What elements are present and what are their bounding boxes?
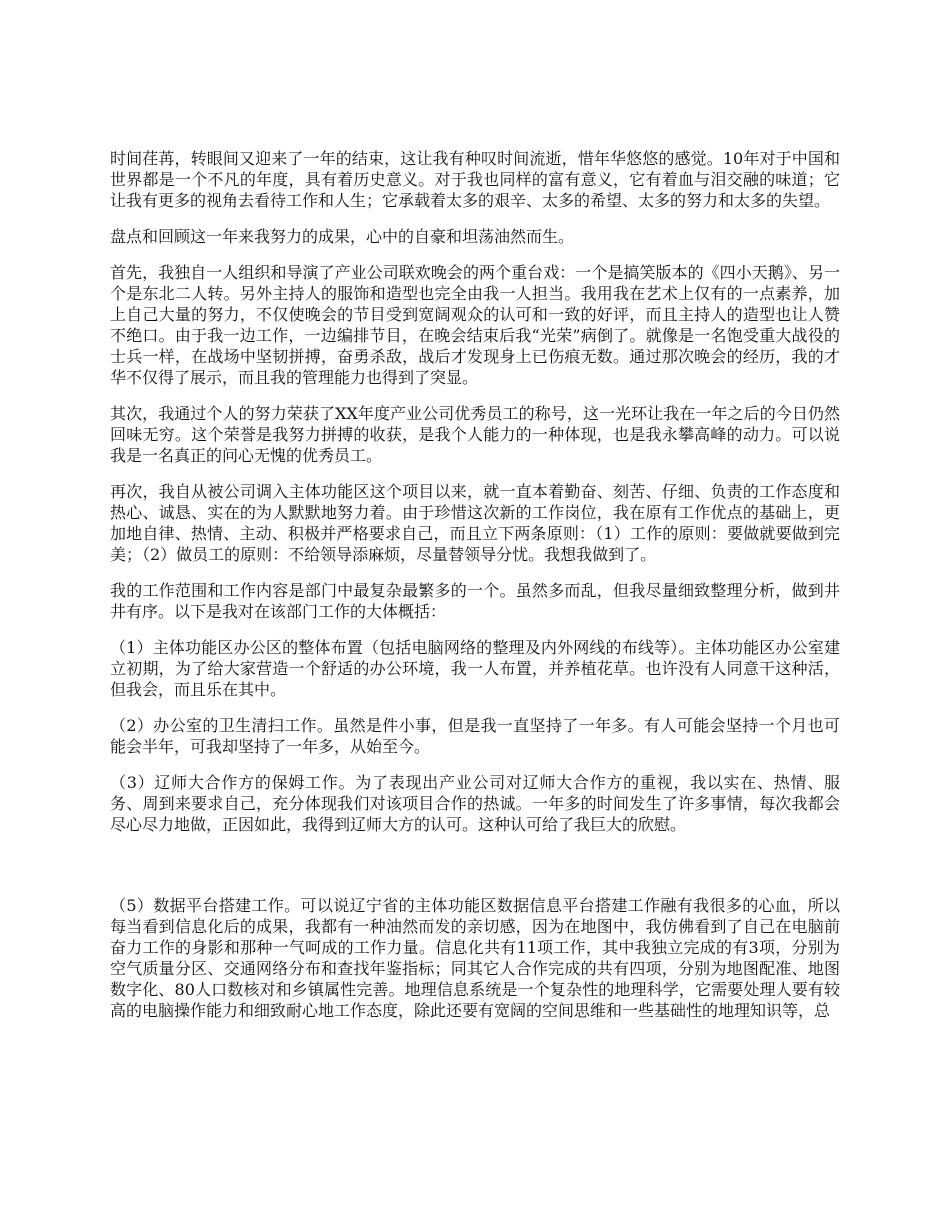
paragraph-review: 盘点和回顾这一年来我努力的成果，心中的自豪和坦荡油然而生。: [110, 227, 575, 246]
document-body: [110, 148, 840, 1036]
paragraph-third: 再次，我自从被公司调入主体功能区这个项目以来，就一直本着勤奋、刻苦、仔细、负责的工作态度和热心、诚恳、实在的为人默默地努力着。由于珍惜这次新的工作岗位，我在原有工作优点的基础上，更加地自律、热情、主动、积极并严格要求自己，而且立下两条原则：（1）工作的原则：要做就要做到完美；（2）做员工的原则：不给领导添麻烦，尽量替领导分忧。我想我做到了。: [110, 482, 840, 564]
paragraph-first: 首先，我独自一人组织和导演了产业公司联欢晚会的两个重台戏：一个是搞笑版本的《四小天鹅》、另一个是东北二人转。另外主持人的服饰和造型也完全由我一人担当。我用我在艺术上仅有的一点素养，加上自己大量的努力，不仅使晚会的节目受到宽阔观众的认可和一致的好评，而且主持人的造型也让人赞不绝口。由于我一边工作，一边编排节目，在晚会结束后我“光荣”病倒了。就像是一名饱受重大战役的士兵一样，在战场中坚韧拼搏，奋勇杀敌，战后才发现身上已伤痕无数。通过那次晚会的经历，我的才华不仅得了展示，而且我的管理能力也得到了突显。: [110, 263, 840, 387]
paragraph-work-scope: 我的工作范围和工作内容是部门中最复杂最繁多的一个。虽然多而乱，但我尽量细致整理分析，做到井井有序。以下是我对在该部门工作的大体概括：: [110, 581, 840, 621]
paragraph-second: 其次，我通过个人的努力荣获了XX年度产业公司优秀员工的称号，这一光环让我在一年之后的今日仍然回味无穷。这个荣誉是我努力拼搏的收获，是我个人能力的一种体现，也是我永攀高峰的动力。可以说我是一名真正的问心无愧的优秀员工。: [110, 404, 840, 465]
paragraph-gap: [110, 850, 840, 895]
paragraph-intro: 时间荏苒，转眼间又迎来了一年的结束，这让我有种叹时间流逝，惜年华悠悠的感觉。10年对于中国和世界都是一个不凡的年度，具有着历史意义。对于我也同样的富有意义，它有着血与泪交融的味道；它让我有更多的视角去看待工作和人生；它承载着太多的艰辛、太多的希望、太多的努力和太多的失望。: [110, 149, 840, 210]
paragraph-item-5: （5）数据平台搭建工作。可以说辽宁省的主体功能区数据信息平台搭建工作融有我很多的心血，所以每当看到信息化后的成果，我都有一种油然而发的亲切感，因为在地图中，我仿佛看到了自己在电脑前奋力工作的身影和那种一气呵成的工作力量。信息化共有11项工作，其中我独立完成的有3项，分别为空气质量分区、交通网络分布和查找年鉴指标；同其它人合作完成的共有四项，分别为地图配准、地图数字化、80人口数核对和乡镇属性完善。地理信息系统是一个复杂性的地理科学，它需要处理人要有较高的电脑操作能力和细致耐心地工作态度，除此还要有宽阔的空间思维和一些基础性的地理知识等，总: [110, 896, 840, 1020]
paragraph-item-1: （1）主体功能区办公区的整体布置（包括电脑网络的整理及内外网线的布线等）。主体功能区办公室建立初期，为了给大家营造一个舒适的办公环境，我一人布置，并养植花草。也许没有人同意干这种活，但我会，而且乐在其中。: [110, 638, 840, 699]
paragraph-item-3: （3）辽师大合作方的保姆工作。为了表现出产业公司对辽师大合作方的重视，我以实在、热情、服务、周到来要求自己，充分体现我们对该项目合作的热诚。一年多的时间发生了许多事情，每次我都会尽心尽力地做，正因如此，我得到辽师大方的认可。这种认可给了我巨大的欣慰。: [110, 773, 840, 834]
paragraph-item-2: （2）办公室的卫生清扫工作。虽然是件小事，但是我一直坚持了一年多。有人可能会坚持一个月也可能会半年，可我却坚持了一年多，从始至今。: [110, 716, 840, 756]
